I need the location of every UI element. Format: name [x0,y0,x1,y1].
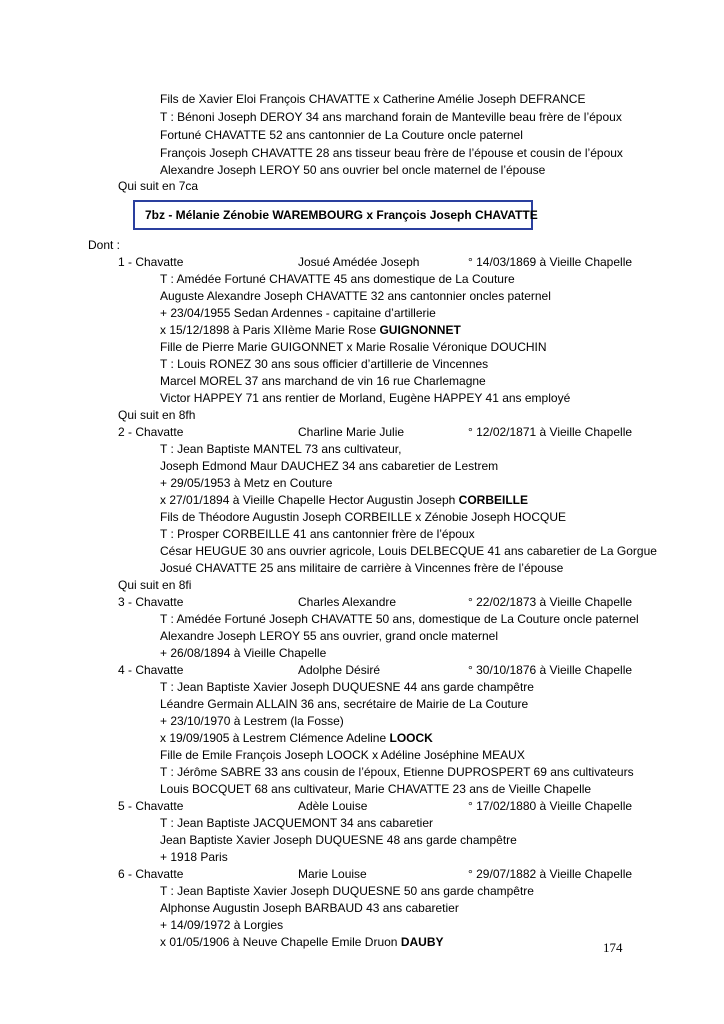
child-name: Marie Louise [298,867,367,881]
detail-line: + 23/10/1970 à Lestrem (la Fosse) [160,714,344,728]
child-birth: ° 22/02/1873 à Vieille Chapelle [468,595,633,609]
intro-line: Alexandre Joseph LEROY 50 ans ouvrier bel oncle maternel de l’épouse [160,163,546,177]
detail-line: Josué CHAVATTE 25 ans militaire de carrière à Vincennes frère de l’épouse [160,561,564,575]
detail-line: T : Amédée Fortuné CHAVATTE 45 ans domestique de La Couture [160,272,515,286]
detail-line: T : Amédée Fortuné Joseph CHAVATTE 50 ans, domestique de La Couture oncle paternel [160,612,639,626]
spouse-surname: LOOCK [389,731,433,745]
marriage-line [160,935,444,949]
marriage-text: x 01/05/1906 à Neuve Chapelle Emile Druon [160,935,401,949]
child-name: Charline Marie Julie [298,425,405,439]
intro-line: Fils de Xavier Eloi François CHAVATTE x Catherine Amélie Joseph DEFRANCE [160,92,586,106]
marriage-line [160,323,461,337]
marriage-line [160,493,528,507]
child-name: Adolphe Désiré [298,663,381,677]
detail-line: T : Prosper CORBEILLE 41 ans cantonnier frère de l’époux [160,527,475,541]
intro-line: Fortuné CHAVATTE 52 ans cantonnier de La Couture oncle paternel [160,128,523,142]
child-birth: ° 30/10/1876 à Vieille Chapelle [468,663,633,677]
detail-line: T : Jean Baptiste Xavier Joseph DUQUESNE 44 ans garde champêtre [160,680,534,694]
detail-line: Victor HAPPEY 71 ans rentier de Morland, Eugène HAPPEY 41 ans employé [160,391,571,405]
child-name: Josué Amédée Joseph [298,255,420,269]
child-name: Adèle Louise [298,799,368,813]
child-birth: ° 12/02/1871 à Vieille Chapelle [468,425,633,439]
child-number: 6 - Chavatte [118,867,184,881]
detail-line: Louis BOCQUET 68 ans cultivateur, Marie CHAVATTE 23 ans de Vieille Chapelle [160,782,592,796]
child-birth: ° 29/07/1882 à Vieille Chapelle [468,867,633,881]
spouse-surname: DAUBY [400,935,444,949]
detail-line: Fille de Emile François Joseph LOOCK x Adéline Joséphine MEAUX [160,748,525,762]
detail-line: Fils de Théodore Augustin Joseph CORBEILLE x Zénobie Joseph HOCQUE [160,510,566,524]
detail-line: + 26/08/1894 à Vieille Chapelle [160,646,327,660]
detail-line: T : Jean Baptiste Xavier Joseph DUQUESNE 50 ans garde champêtre [160,884,534,898]
marriage-text: x 15/12/1898 à Paris XIIème Marie Rose [160,323,380,337]
intro-line: François Joseph CHAVATTE 28 ans tisseur beau frère de l’épouse et cousin de l’époux [160,146,623,160]
detail-line: Marcel MOREL 37 ans marchand de vin 16 rue Charlemagne [160,374,486,388]
page-number: 174 [603,940,623,955]
intro-follow: Qui suit en 7ca [118,179,199,193]
child-number: 4 - Chavatte [118,663,184,677]
detail-line: Fille de Pierre Marie GUIGONNET x Marie Rosalie Véronique DOUCHIN [160,340,547,354]
dont-label: Dont : [88,238,121,252]
detail-line: Joseph Edmond Maur DAUCHEZ 34 ans cabaretier de Lestrem [160,459,499,473]
marriage-line [160,731,433,745]
detail-line: + 29/05/1953 à Metz en Couture [160,476,333,490]
detail-line: T : Jean Baptiste JACQUEMONT 34 ans cabaretier [160,816,434,830]
child-number: 2 - Chavatte [118,425,184,439]
spouse-surname: GUIGNONNET [379,323,461,337]
child-number: 1 - Chavatte [118,255,184,269]
spouse-surname: CORBEILLE [458,493,528,507]
detail-line: T : Louis RONEZ 30 ans sous officier d’artillerie de Vincennes [160,357,489,371]
section-title-box [133,200,538,230]
child-number: 5 - Chavatte [118,799,184,813]
child-number: 3 - Chavatte [118,595,184,609]
child-birth: ° 14/03/1869 à Vieille Chapelle [468,255,633,269]
detail-line: + 23/04/1955 Sedan Ardennes - capitaine d’artillerie [160,306,436,320]
detail-line: T : Jérôme SABRE 33 ans cousin de l’époux, Etienne DUPROSPERT 69 ans cultivateurs [160,765,634,779]
child-birth: ° 17/02/1880 à Vieille Chapelle [468,799,633,813]
detail-line: Alexandre Joseph LEROY 55 ans ouvrier, grand oncle maternel [160,629,498,643]
detail-line: + 1918 Paris [160,850,228,864]
marriage-text: x 27/01/1894 à Vieille Chapelle Hector Augustin Joseph [160,493,459,507]
detail-line: T : Jean Baptiste MANTEL 73 ans cultivateur, [160,442,402,456]
detail-line: + 14/09/1972 à Lorgies [160,918,284,932]
detail-line: Alphonse Augustin Joseph BARBAUD 43 ans cabaretier [160,901,459,915]
follow-line: Qui suit en 8fi [118,578,192,592]
marriage-text: x 19/09/1905 à Lestrem Clémence Adeline [160,731,390,745]
follow-line: Qui suit en 8fh [118,408,196,422]
section-title: 7bz - Mélanie Zénobie WAREMBOURG x François Joseph CHAVATTE [145,208,538,222]
detail-line: César HEUGUE 30 ans ouvrier agricole, Louis DELBECQUE 41 ans cabaretier de La Gorgue [160,544,657,558]
detail-line: Léandre Germain ALLAIN 36 ans, secrétaire de Mairie de La Couture [160,697,529,711]
detail-line: Auguste Alexandre Joseph CHAVATTE 32 ans cantonnier oncles paternel [160,289,551,303]
intro-line: T : Bénoni Joseph DEROY 34 ans marchand forain de Manteville beau frère de l’époux [160,110,622,124]
child-name: Charles Alexandre [298,595,397,609]
detail-line: Jean Baptiste Xavier Joseph DUQUESNE 48 ans garde champêtre [160,833,517,847]
